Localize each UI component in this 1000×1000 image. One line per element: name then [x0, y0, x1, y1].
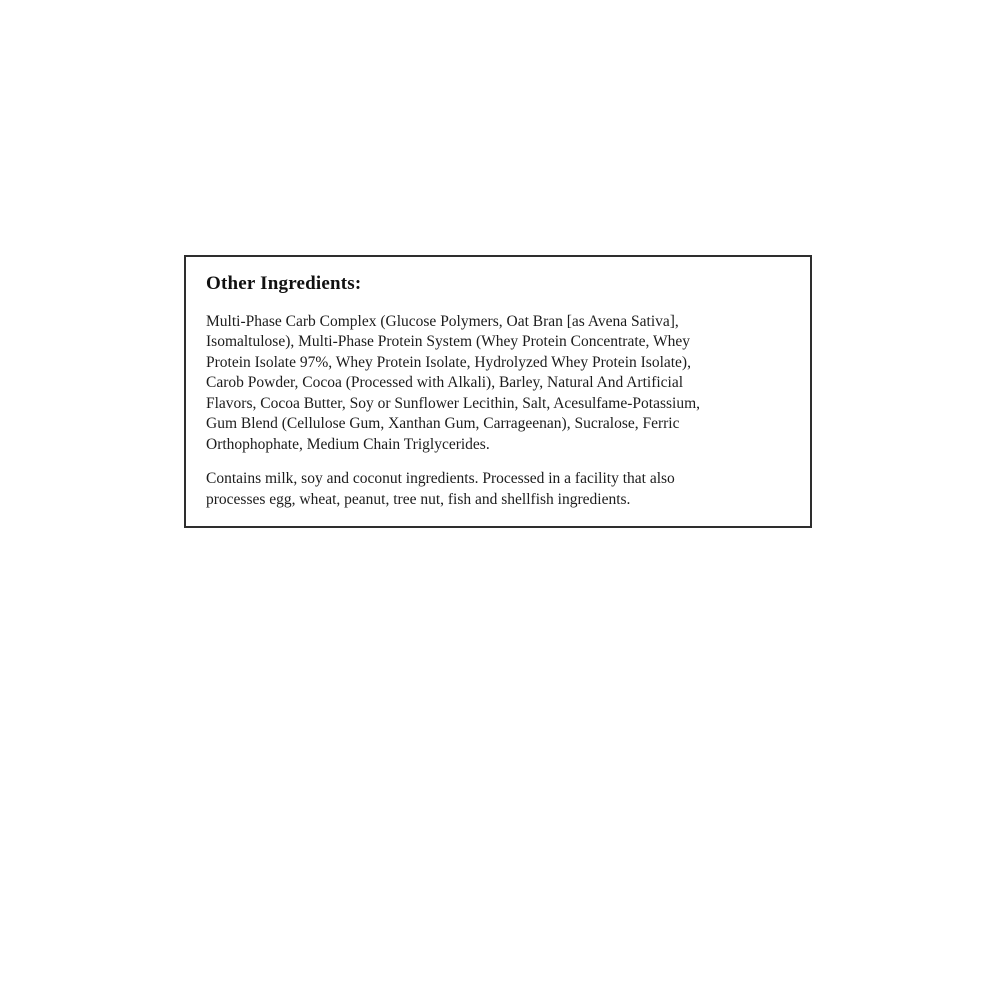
other-ingredients-panel — [184, 255, 812, 528]
other-ingredients-heading: Other Ingredients: — [206, 273, 362, 294]
ingredients-line: Flavors, Cocoa Butter, Soy or Sunflower Lecithin, Salt, Acesulfame-Potassium, — [206, 394, 701, 412]
allergen-statement-paragraph — [206, 469, 790, 510]
ingredients-line: Isomaltulose), Multi-Phase Protein System (Whey Protein Concentrate, Whey — [206, 333, 690, 351]
allergen-line: Contains milk, soy and coconut ingredients. Processed in a facility that also — [206, 470, 675, 488]
allergen-line: processes egg, wheat, peanut, tree nut, fish and shellfish ingredients. — [206, 490, 631, 508]
ingredients-line: Orthophophate, Medium Chain Triglycerides. — [206, 435, 490, 453]
ingredients-line: Carob Powder, Cocoa (Processed with Alkali), Barley, Natural And Artificial — [206, 374, 684, 392]
ingredients-line: Multi-Phase Carb Complex (Glucose Polymers, Oat Bran [as Avena Sativa], — [206, 312, 679, 330]
ingredients-line: Protein Isolate 97%, Whey Protein Isolate, Hydrolyzed Whey Protein Isolate), — [206, 353, 691, 371]
ingredients-line: Gum Blend (Cellulose Gum, Xanthan Gum, Carrageenan), Sucralose, Ferric — [206, 415, 680, 433]
ingredients-list-paragraph — [206, 312, 790, 456]
